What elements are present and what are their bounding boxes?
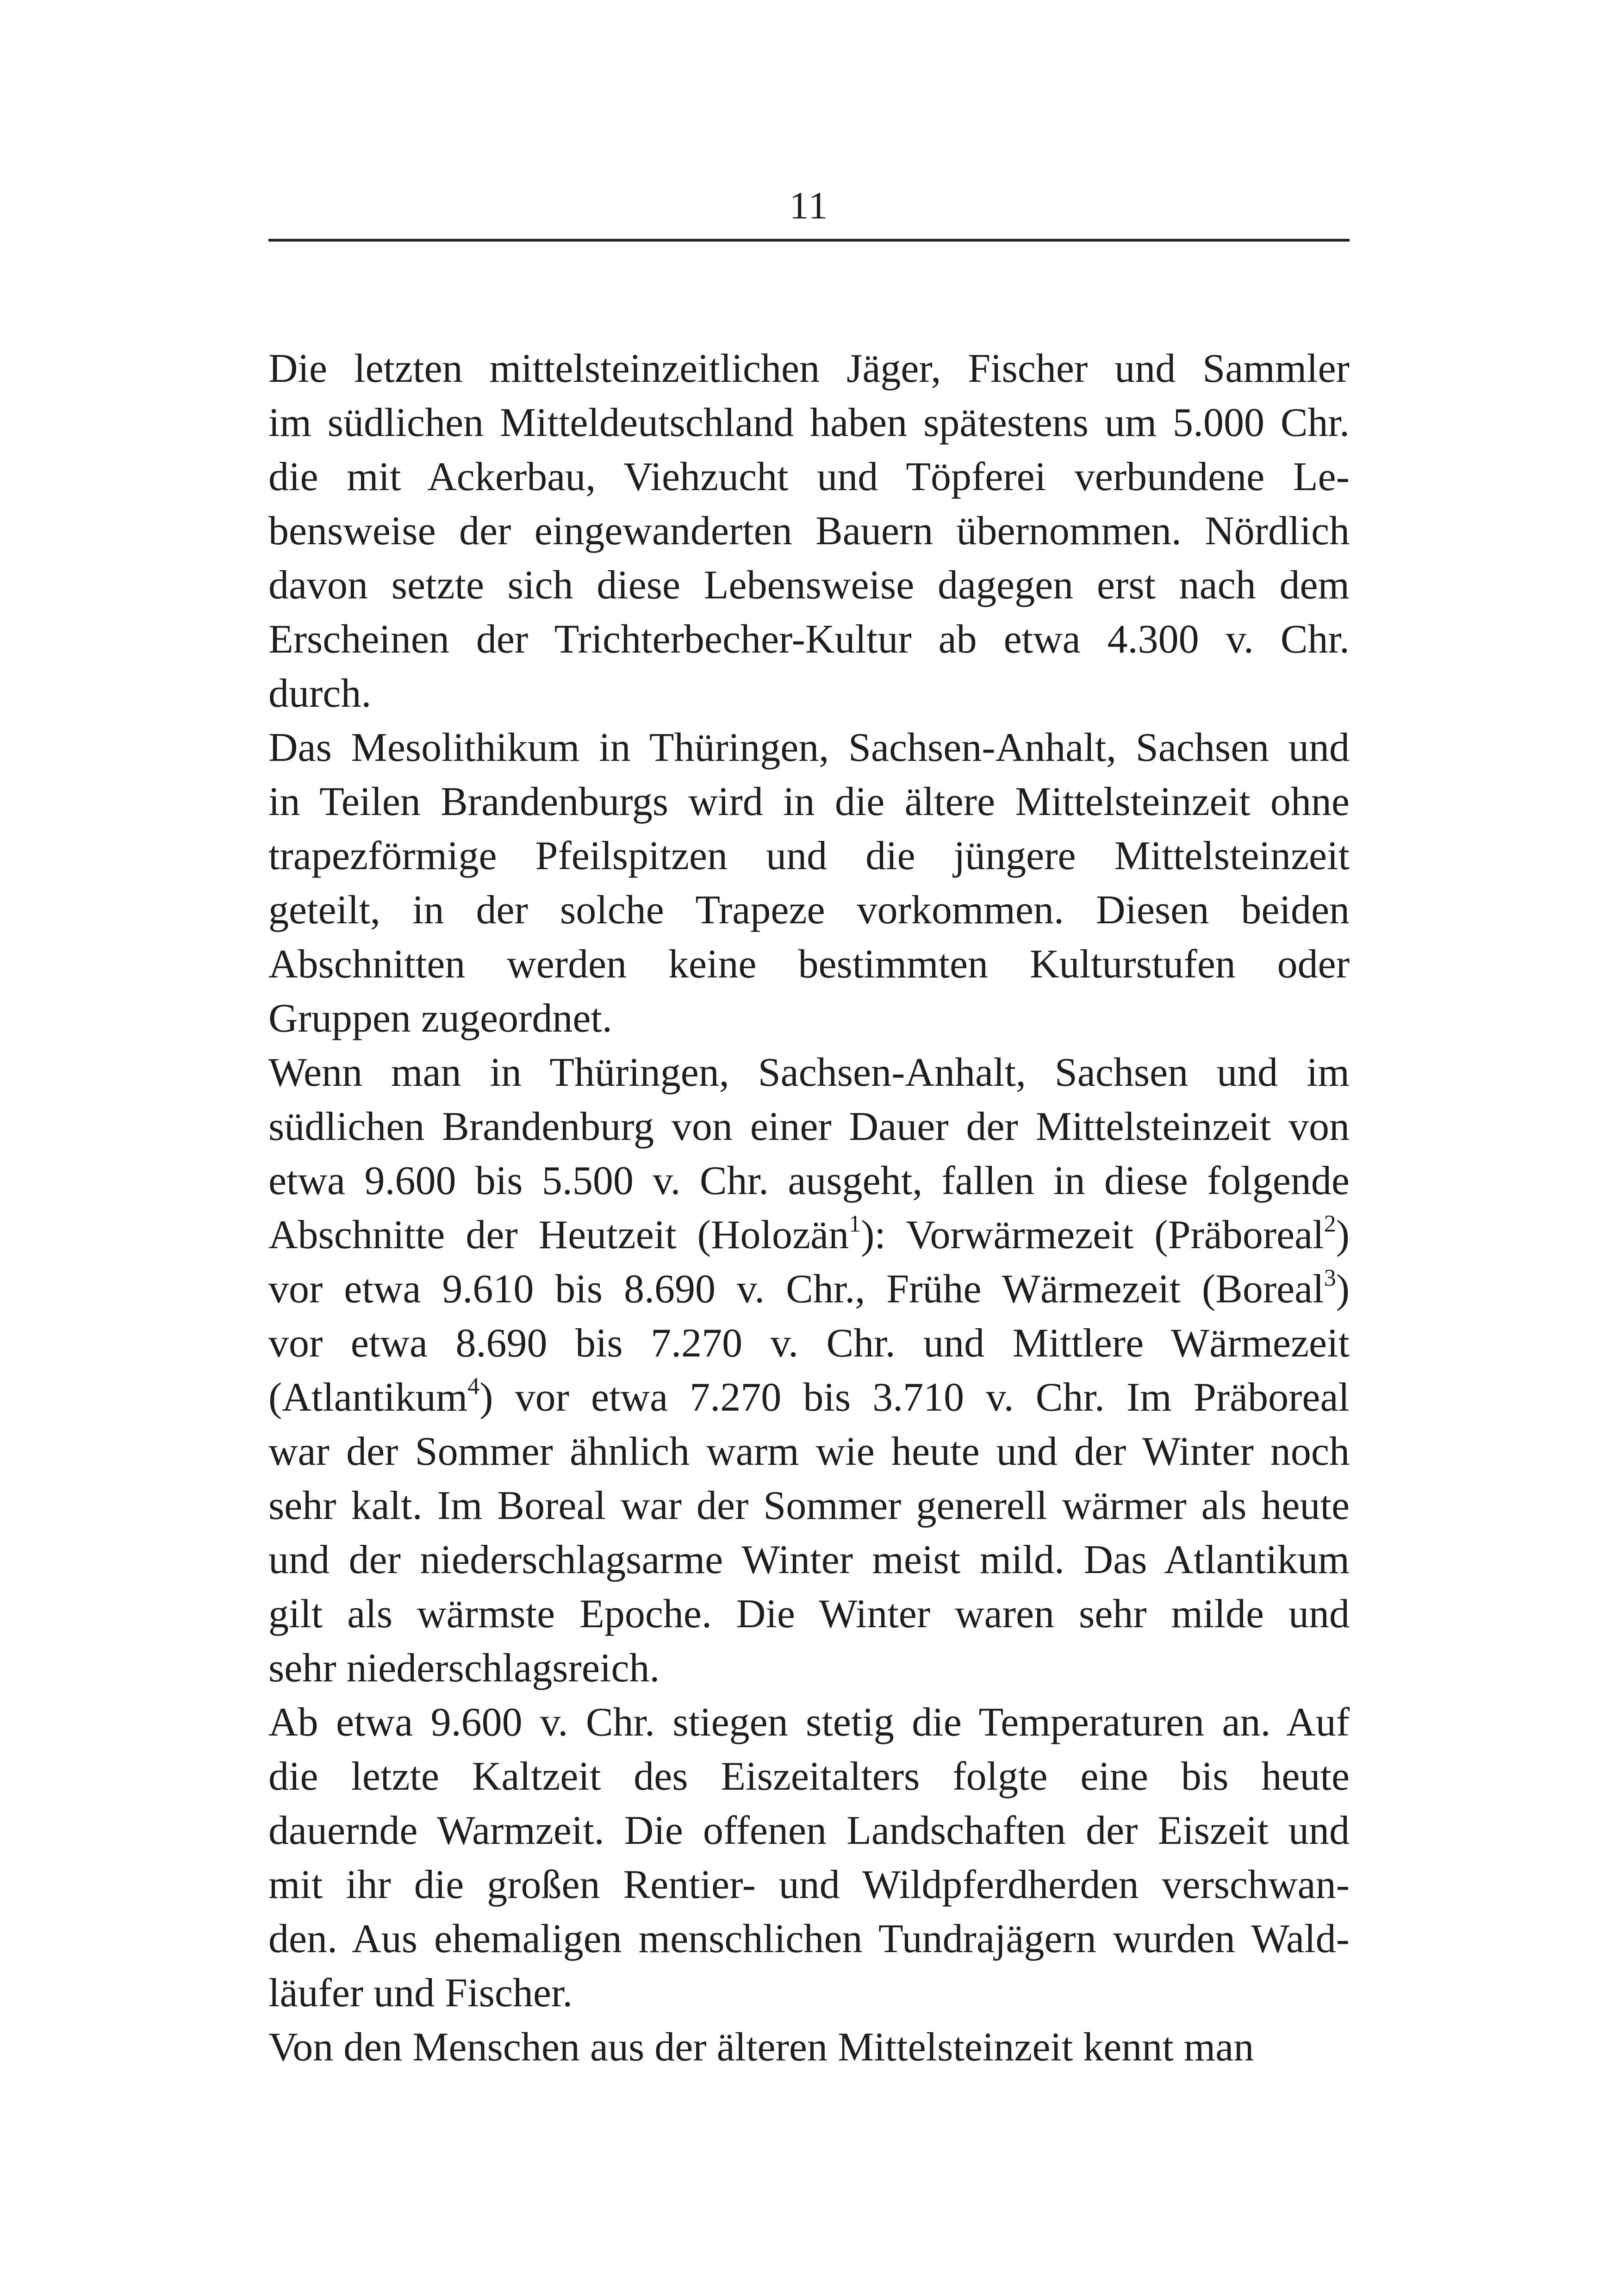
text-line: sehr niederschlagsreich. (268, 1646, 660, 1691)
text-segment: ): Vorwärmezeit (Präboreal (861, 1213, 1324, 1257)
text-line: Erscheinen der Trichterbecher-Kultur ab etwa 4.300 v. Chr. (268, 617, 1350, 662)
text-segment: Abschnitte der Heutzeit (Holozän (268, 1213, 849, 1257)
text-line: durch. (268, 671, 372, 716)
text-line: die letzte Kaltzeit des Eiszeitalters folgte eine bis heute (268, 1754, 1350, 1799)
text-line: dauernde Warmzeit. Die offenen Landschaften der Eiszeit und (268, 1808, 1350, 1853)
text-line (268, 1208, 1350, 1262)
text-line: vor etwa 8.690 bis 7.270 v. Chr. und Mittlere Wärmezeit (268, 1321, 1350, 1366)
footnote-marker[interactable]: 4 (467, 1373, 480, 1400)
text-line: die mit Ackerbau, Viehzucht und Töpferei verbundene Le- (268, 454, 1350, 499)
text-line: war der Sommer ähnlich warm wie heute und der Winter noch (268, 1429, 1350, 1474)
text-line (268, 1370, 1350, 1425)
footnote-marker[interactable]: 2 (1324, 1211, 1336, 1237)
text-line: mit ihr die großen Rentier- und Wildpferdherden verschwan- (268, 1862, 1350, 1907)
text-line: im südlichen Mitteldeutschland haben spätestens um 5.000 Chr. (268, 400, 1350, 445)
text-line (268, 1262, 1350, 1316)
text-line: etwa 9.600 bis 5.500 v. Chr. ausgeht, fallen in diese folgende (268, 1158, 1350, 1203)
text-line: Ab etwa 9.600 v. Chr. stiegen stetig die Temperaturen an. Auf (268, 1700, 1350, 1745)
text-line: Von den Menschen aus der älteren Mittelsteinzeit kennt man (268, 2025, 1254, 2070)
text-line: läufer und Fischer. (268, 1971, 573, 2016)
text-line: gilt als wärmste Epoche. Die Winter waren sehr milde und (268, 1592, 1350, 1636)
text-line: in Teilen Brandenburgs wird in die ältere Mittelsteinzeit ohne (268, 779, 1350, 824)
text-line: davon setzte sich diese Lebensweise dagegen erst nach dem (268, 563, 1350, 608)
footnote-marker[interactable]: 1 (849, 1211, 861, 1237)
text-line: geteilt, in der solche Trapeze vorkommen. Diesen beiden (268, 888, 1350, 933)
page-number: 11 (789, 184, 829, 227)
text-line: südlichen Brandenburg von einer Dauer der Mittelsteinzeit von (268, 1104, 1350, 1149)
text-segment: (Atlantikum (268, 1375, 468, 1420)
footnote-marker[interactable]: 3 (1324, 1265, 1336, 1291)
text-segment: ) vor etwa 7.270 bis 3.710 v. Chr. Im Präboreal (479, 1375, 1350, 1420)
text-line: und der niederschlagsarme Winter meist mild. Das Atlantikum (268, 1537, 1350, 1582)
text-line: bensweise der eingewanderten Bauern übernommen. Nördlich (268, 509, 1350, 554)
text-line: trapezförmige Pfeilspitzen und die jüngere Mittelsteinzeit (268, 834, 1350, 878)
header-rule (268, 239, 1350, 242)
text-line: Gruppen zugeordnet. (268, 996, 612, 1041)
text-line: Wenn man in Thüringen, Sachsen-Anhalt, Sachsen und im (268, 1050, 1350, 1095)
text-segment: ) (1336, 1267, 1350, 1312)
text-line: Abschnitten werden keine bestimmten Kulturstufen oder (268, 942, 1350, 987)
text-segment: ) (1336, 1213, 1350, 1257)
text-line: sehr kalt. Im Boreal war der Sommer generell wärmer als heute (268, 1483, 1350, 1528)
text-line: Das Mesolithikum in Thüringen, Sachsen-Anhalt, Sachsen und (268, 725, 1350, 770)
text-line: Die letzten mittelsteinzeitlichen Jäger, Fischer und Sammler (268, 346, 1350, 391)
text-line: den. Aus ehemaligen menschlichen Tundrajägern wurden Wald- (268, 1916, 1350, 1961)
text-segment: vor etwa 9.610 bis 8.690 v. Chr., Frühe Wärmezeit (Boreal (268, 1267, 1324, 1312)
body-text (268, 342, 1350, 2074)
